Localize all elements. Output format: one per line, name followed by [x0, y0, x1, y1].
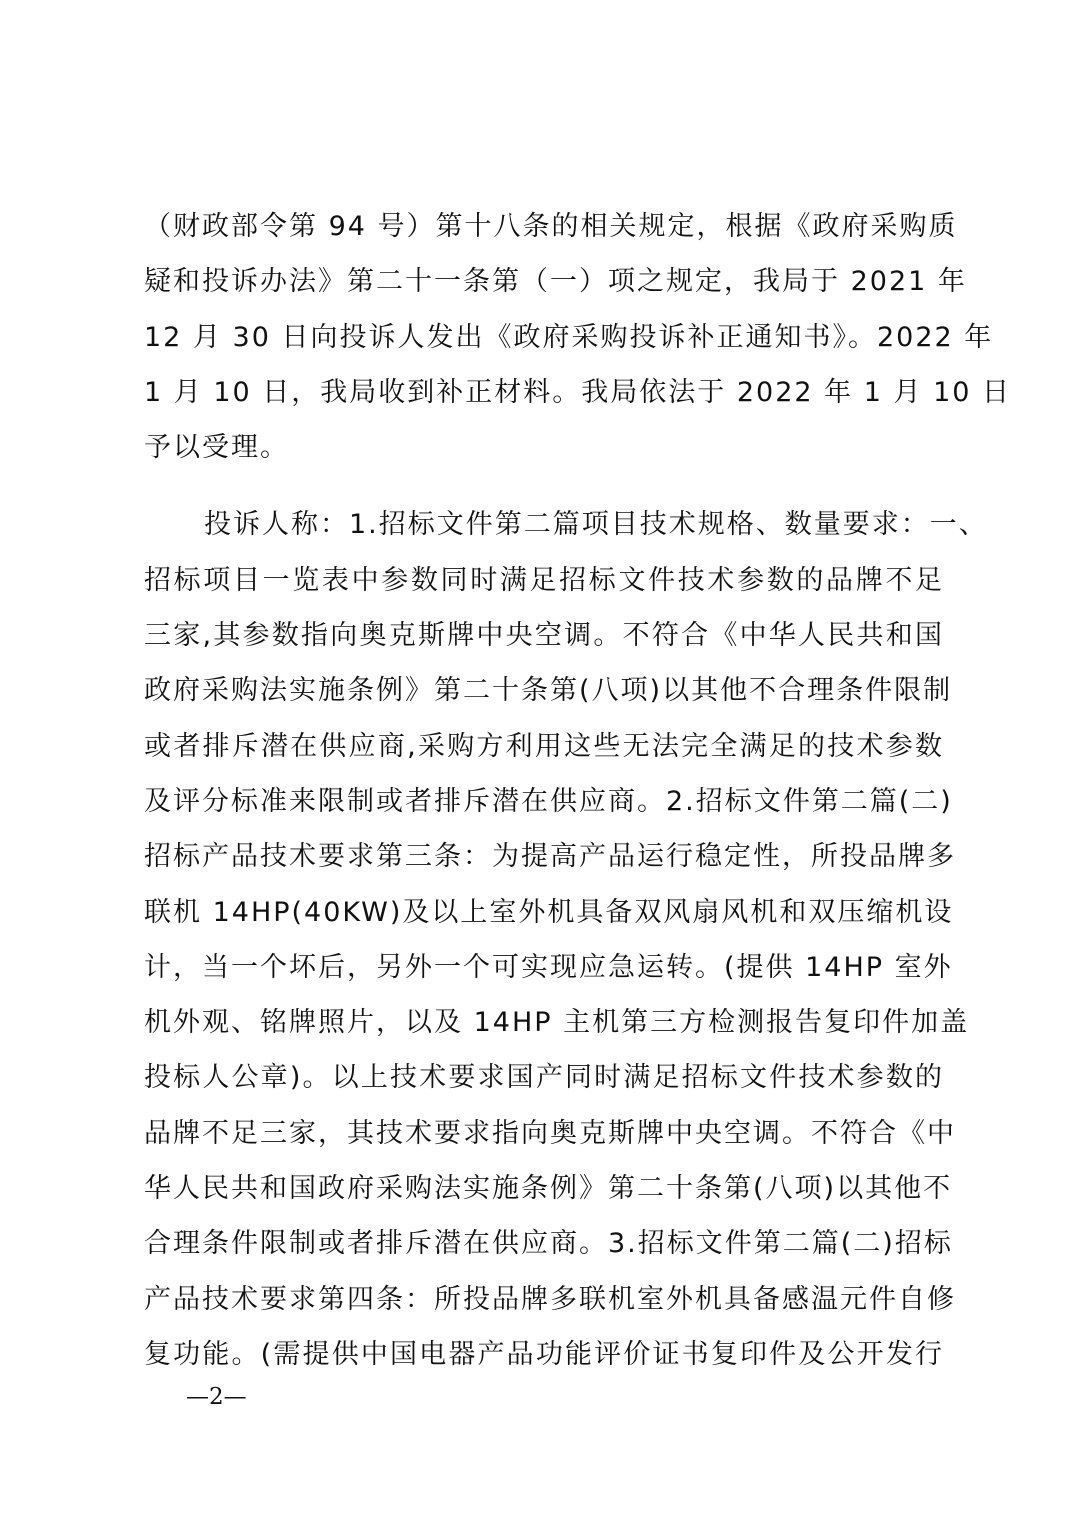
text-line: 联机 14HP(40KW)及以上室外机具备双风扇风机和双压缩机设	[144, 896, 954, 928]
text-line: 12 月 30 日向投诉人发出《政府采购投诉补正通知书》。2022 年	[144, 321, 994, 353]
text-line: 品牌不足三家，其技术要求指向奥克斯牌中央空调。不符合《中	[144, 1117, 956, 1149]
text-line: 招标产品技术要求第三条：为提高产品运行稳定性，所投品牌多	[144, 841, 956, 873]
paragraph-gap	[144, 475, 944, 497]
text-line: 产品技术要求第四条：所投品牌多联机室外机具备感温元件自修	[144, 1283, 956, 1315]
text-line: 三家,其参数指向奥克斯牌中央空调。不符合《中华人民共和国	[144, 620, 944, 652]
text-line: 政府采购法实施条例》第二十条第(八项)以其他不合理条件限制	[144, 675, 953, 707]
paragraph-complaint	[144, 497, 988, 1382]
text-line: 投标人公章)。以上技术要求国产同时满足招标文件技术参数的	[144, 1062, 944, 1094]
page-number: —2—	[186, 1384, 247, 1410]
text-line: 投诉人称：1.招标文件第二篇项目技术规格、数量要求：一、	[204, 509, 988, 541]
text-line: 疑和投诉办法》第二十一条第（一）项之规定，我局于 2021 年	[144, 266, 967, 298]
text-line: 招标项目一览表中参数同时满足招标文件技术参数的品牌不足	[144, 564, 944, 596]
text-line: 或者排斥潜在供应商,采购方利用这些无法完全满足的技术参数	[144, 730, 944, 762]
text-line: 予以受理。	[144, 432, 289, 464]
text-line: （财政部令第 94 号）第十八条的相关规定，根据《政府采购质	[144, 211, 958, 242]
text-line: 及评分标准来限制或者排斥潜在供应商。2.招标文件第二篇(二)	[144, 785, 953, 817]
text-line: 华人民共和国政府采购法实施条例》第二十条第(八项)以其他不	[144, 1173, 953, 1205]
text-line: 计，当一个坏后，另外一个可实现应急运转。(提供 14HP 室外	[144, 951, 953, 983]
paragraph-procedure	[144, 199, 1012, 475]
text-line: 机外观、铭牌照片，以及 14HP 主机第三方检测报告复印件加盖	[144, 1007, 970, 1039]
text-line: 合理条件限制或者排斥潜在供应商。3.招标文件第二篇(二)招标	[144, 1228, 953, 1260]
text-line: 1 月 10 日，我局收到补正材料。我局依法于 2022 年 1 月 10 日	[144, 376, 1012, 408]
text-line: 复功能。(需提供中国电器产品功能评价证书复印件及公开发行	[144, 1338, 944, 1370]
body-text	[144, 199, 1012, 1382]
